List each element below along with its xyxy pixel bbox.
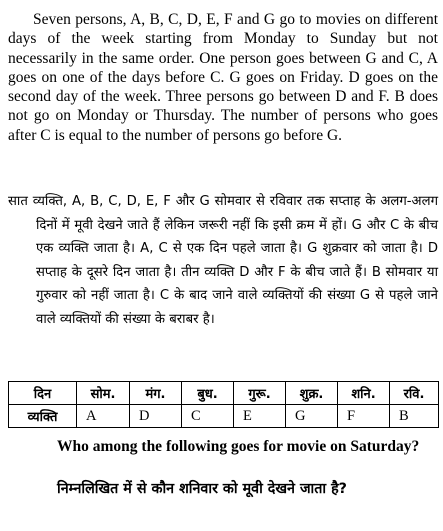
table-header-cell: बुध. [182,382,234,405]
table-header-cell: सोम. [77,382,130,405]
table-cell: B [390,405,439,428]
table-cell: E [234,405,286,428]
table-header-row [9,382,439,405]
table-header-cell: मंग. [130,382,182,405]
table-header-cell: शुक्र. [286,382,338,405]
passage-english: Seven persons, A, B, C, D, E, F and G go to movies on different days of the week starting from Monday to Sunday but not necessarily in the same order. One person goes between G and C, A goes on one of the days before C. G goes on Friday. D goes on the second day of the week. Three persons go between D and F. B does not go on Monday or Thursday. The number of persons who goes after C is equal to the number of persons go before G. [8,11,438,144]
table-cell: G [286,405,338,428]
table-cell: F [338,405,390,428]
table-row [9,405,439,428]
table-header-cell: दिन [9,382,77,405]
table-header-cell: गुरू. [234,382,286,405]
passage-hindi: सात व्यक्ति, A, B, C, D, E, F और G सोमवार से रविवार तक सप्ताह के अलग-अलग दिनों में मूवी देखने जाते हैं लेकिन जरूरी नहीं कि इसी क्रम में हों। G और C के बीच एक व्यक्ति जाता है। A, C से एक दिन पहले जाता है। G शुक्रवार को जाता है। D सप्ताह के दूसरे दिन जाता है। तीन व्यक्ति D और F के बीच जाते हैं। B सोमवार या गुरुवार को नहीं जाता है। C के बाद जाने वाले व्यक्तियों की संख्या G से पहले जाने वाले व्यक्तियों की संख्या के बराबर है। [8,194,438,327]
question-hindi: निम्नलिखित में से कौन शनिवार को मूवी देखने जाता है? [57,481,347,497]
schedule-table [8,381,439,428]
table-row-label: व्यक्ति [9,405,77,428]
table-cell: A [77,405,130,428]
table-cell: C [182,405,234,428]
table-header-cell: रवि. [390,382,439,405]
question-english: Who among the following goes for movie on Saturday? [57,438,420,455]
table-header-cell: शनि. [338,382,390,405]
table-cell: D [130,405,182,428]
